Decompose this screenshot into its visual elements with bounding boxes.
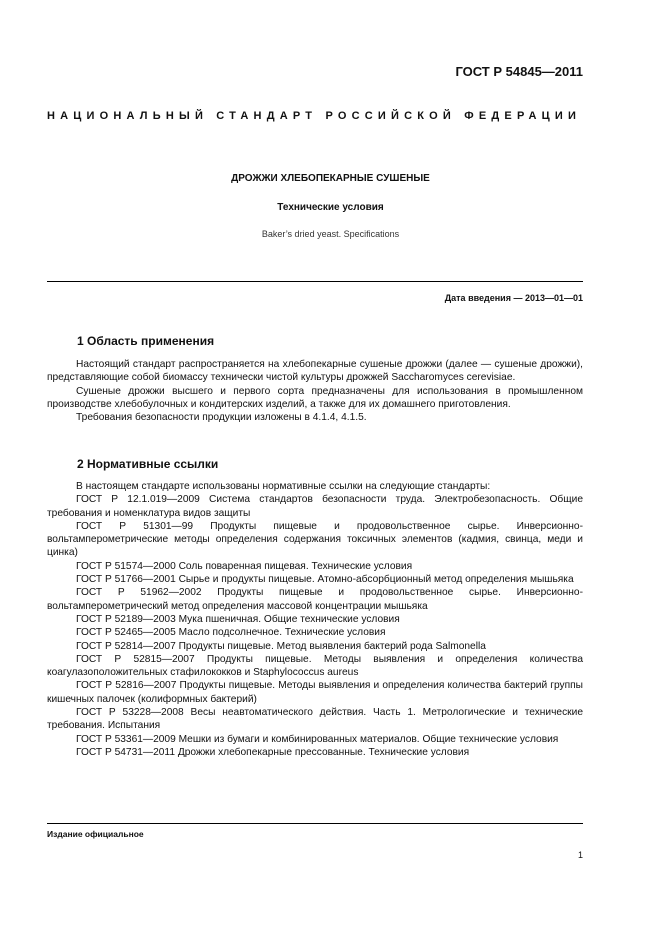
standard-banner: НАЦИОНАЛЬНЫЙ СТАНДАРТ РОССИЙСКОЙ ФЕДЕРАЦИИ — [47, 110, 582, 122]
reference-item: ГОСТ Р 51766—2001 Сырье и продукты пищевые. Атомно-абсорбционный метод определения мышьяка — [76, 574, 574, 586]
document-title: ДРОЖЖИ ХЛЕБОПЕКАРНЫЕ СУШЕНЫЕ — [231, 173, 430, 184]
reference-item: ГОСТ Р 52815—2007 Продукты пищевые. Методы выявления и определения количества коагулазоположительных стафилококков и Staphylococcus aureus — [47, 653, 583, 679]
title-divider — [47, 281, 583, 282]
reference-item: ГОСТ Р 12.1.019—2009 Система стандартов безопасности труда. Электробезопасность. Общие требования и номенклатура видов защиты — [47, 494, 583, 519]
edition-note: Издание официальное — [47, 829, 144, 839]
section-body-references — [47, 480, 583, 759]
reference-item: ГОСТ Р 51574—2000 Соль поваренная пищевая. Технические условия — [76, 560, 413, 572]
reference-item: ГОСТ Р 52814—2007 Продукты пищевые. Метод выявления бактерий рода Salmonella — [76, 640, 486, 652]
reference-item: ГОСТ Р 54731—2011 Дрожжи хлебопекарные прессованные. Технические условия — [76, 746, 470, 758]
document-title-english: Baker’s dried yeast. Specifications — [261, 229, 400, 239]
paragraph: Настоящий стандарт распространяется на хлебопекарные сушеные дрожжи (далее — сушеные дрожжи), представляющие собой биомассу технически чистой культуры дрожжей Saccharomyces cerevisiae. — [47, 359, 583, 384]
introduction-date: Дата введения — 2013—01—01 — [444, 293, 583, 303]
document-code: ГОСТ Р 54845—2011 — [455, 64, 583, 79]
footer-divider — [47, 823, 583, 824]
paragraph: Требования безопасности продукции изложены в 4.1.4, 4.1.5. — [76, 412, 367, 424]
section-title-references: 2 Нормативные ссылки — [77, 457, 219, 471]
document-subtitle: Технические условия — [277, 202, 384, 213]
reference-item: ГОСТ Р 51301—99 Продукты пищевые и продовольственное сырье. Инверсионно-вольтамперометрические методы определения содержания токсичных элементов (кадмия, свинца, меди и цинка) — [47, 520, 583, 559]
section-title-scope: 1 Область применения — [77, 334, 215, 348]
reference-item: ГОСТ Р 52816—2007 Продукты пищевые. Методы выявления и определения количества бактерий группы кишечных палочек (колиформных бактерий) — [47, 680, 583, 705]
section-body-scope — [47, 358, 583, 424]
reference-item: ГОСТ Р 52189—2003 Мука пшеничная. Общие технические условия — [76, 613, 400, 625]
reference-item: ГОСТ Р 53361—2009 Мешки из бумаги и комбинированных материалов. Общие технические условия — [76, 733, 559, 745]
paragraph: Сушеные дрожжи высшего и первого сорта предназначены для использования в промышленном производстве хлебобулочных и кондитерских изделий, а также для их домашнего приготовления. — [47, 385, 583, 410]
paragraph: В настоящем стандарте использованы нормативные ссылки на следующие стандарты: — [76, 481, 491, 492]
reference-item: ГОСТ Р 52465—2005 Масло подсолнечное. Технические условия — [76, 627, 386, 639]
page-number: 1 — [577, 850, 583, 860]
reference-item: ГОСТ Р 51962—2002 Продукты пищевые и продовольственное сырье. Инверсионно-вольтамперометрический метод определения массовой концентрации мышьяка — [47, 587, 583, 612]
reference-item: ГОСТ Р 53228—2008 Весы неавтоматического действия. Часть 1. Метрологические и технические требования. Испытания — [47, 707, 583, 732]
